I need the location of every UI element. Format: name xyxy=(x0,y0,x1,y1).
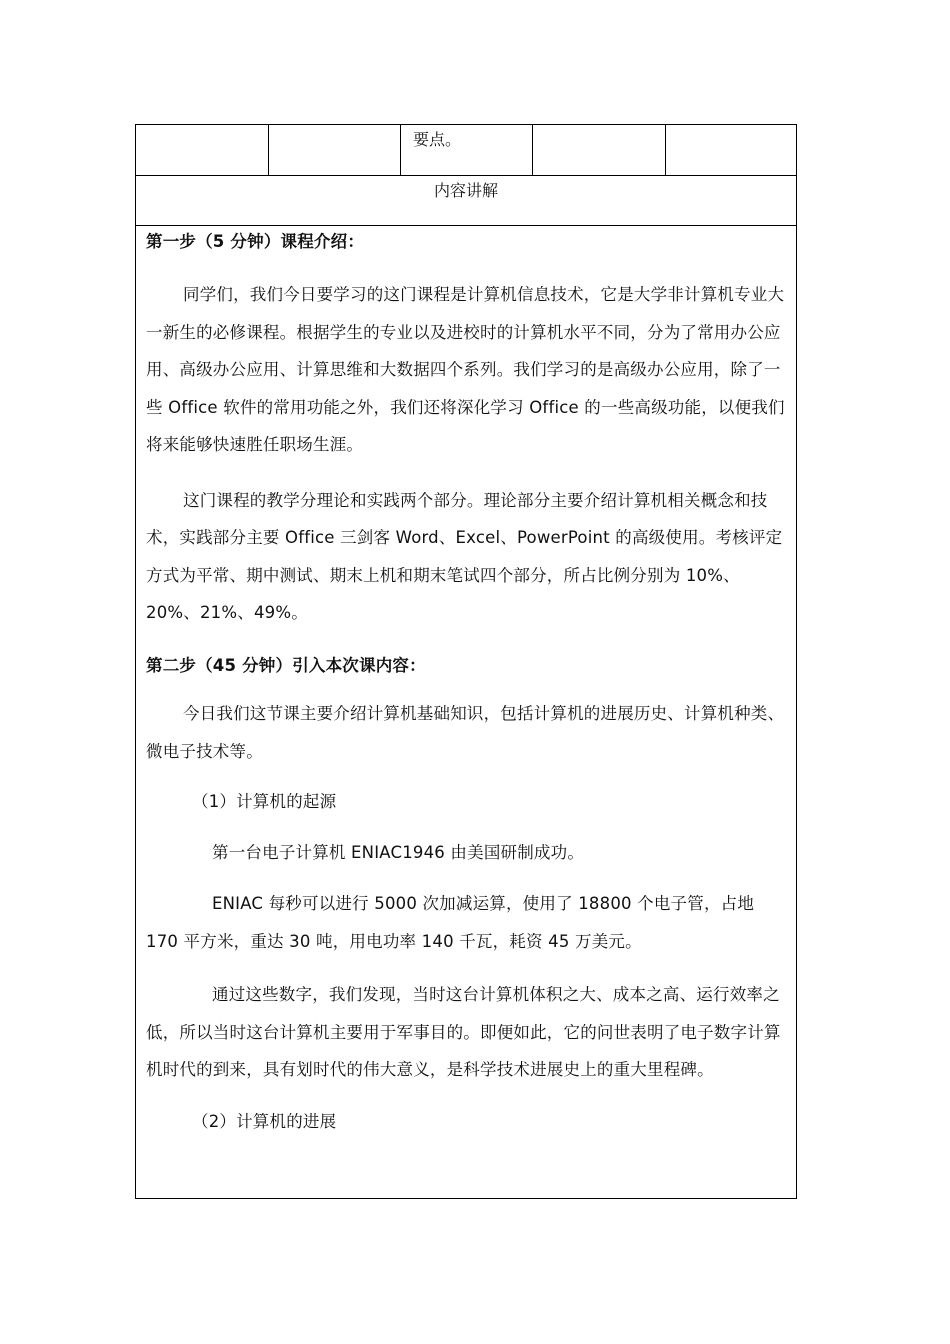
table-cell xyxy=(136,125,269,175)
table-top-row xyxy=(136,125,796,176)
table-cell xyxy=(533,125,666,175)
step1-paragraph-2: 这门课程的教学分理论和实践两个部分。理论部分主要介绍计算机相关概念和技术，实践部分主要 Office 三剑客 Word、Excel、PowerPoint 的高级使用。考核评定方式为平常、期中测试、期末上机和期末笔试四个部分，所占比例分别为 10%、20%、21%、49%。 xyxy=(146,490,783,622)
step2-title: 第二步（45 分钟）引入本次课内容： xyxy=(146,655,426,675)
item2-title: （2）计算机的进展 xyxy=(192,1111,337,1131)
item1-paragraph-1: 第一台电子计算机 ENIAC1946 由美国研制成功。 xyxy=(212,842,585,862)
content-body xyxy=(146,227,791,1140)
lesson-plan-table xyxy=(135,124,797,1199)
table-cell xyxy=(666,125,796,175)
cell-text: 要点。 xyxy=(413,130,462,149)
step1-title: 第一步（5 分钟）课程介绍： xyxy=(146,232,365,251)
table-cell xyxy=(401,125,533,175)
item1-paragraph-2: ENIAC 每秒可以进行 5000 次加减运算，使用了 18800 个电子管，占地 170 平方米，重达 30 吨，用电功率 140 千瓦，耗资 45 万美元。 xyxy=(146,894,755,951)
step2-paragraph-1: 今日我们这节课主要介绍计算机基础知识，包括计算机的进展历史、计算机种类、微电子技术等。 xyxy=(146,704,785,761)
table-cell xyxy=(269,125,401,175)
step1-paragraph-1: 同学们，我们今日要学习的这门课程是计算机信息技术，它是大学非计算机专业大一新生的必修课程。根据学生的专业以及进校时的计算机水平不同，分为了常用办公应用、高级办公应用、计算思维和大数据四个系列。我们学习的是高级办公应用，除了一些 Office 软件的常用功能之外，我们还将深化学习 Office 的一些高级功能，以便我们将来能够快速胜任职场生涯。 xyxy=(146,285,785,454)
item1-title: （1）计算机的起源 xyxy=(192,792,337,811)
item1-paragraph-3: 通过这些数字，我们发现，当时这台计算机体积之大、成本之高、运行效率之低，所以当时这台计算机主要用于军事目的。即便如此，它的问世表明了电子数字计算机时代的到来，具有划时代的伟大意义，是科学技术进展史上的重大里程碑。 xyxy=(146,985,781,1079)
section-header: 内容讲解 xyxy=(136,176,796,226)
